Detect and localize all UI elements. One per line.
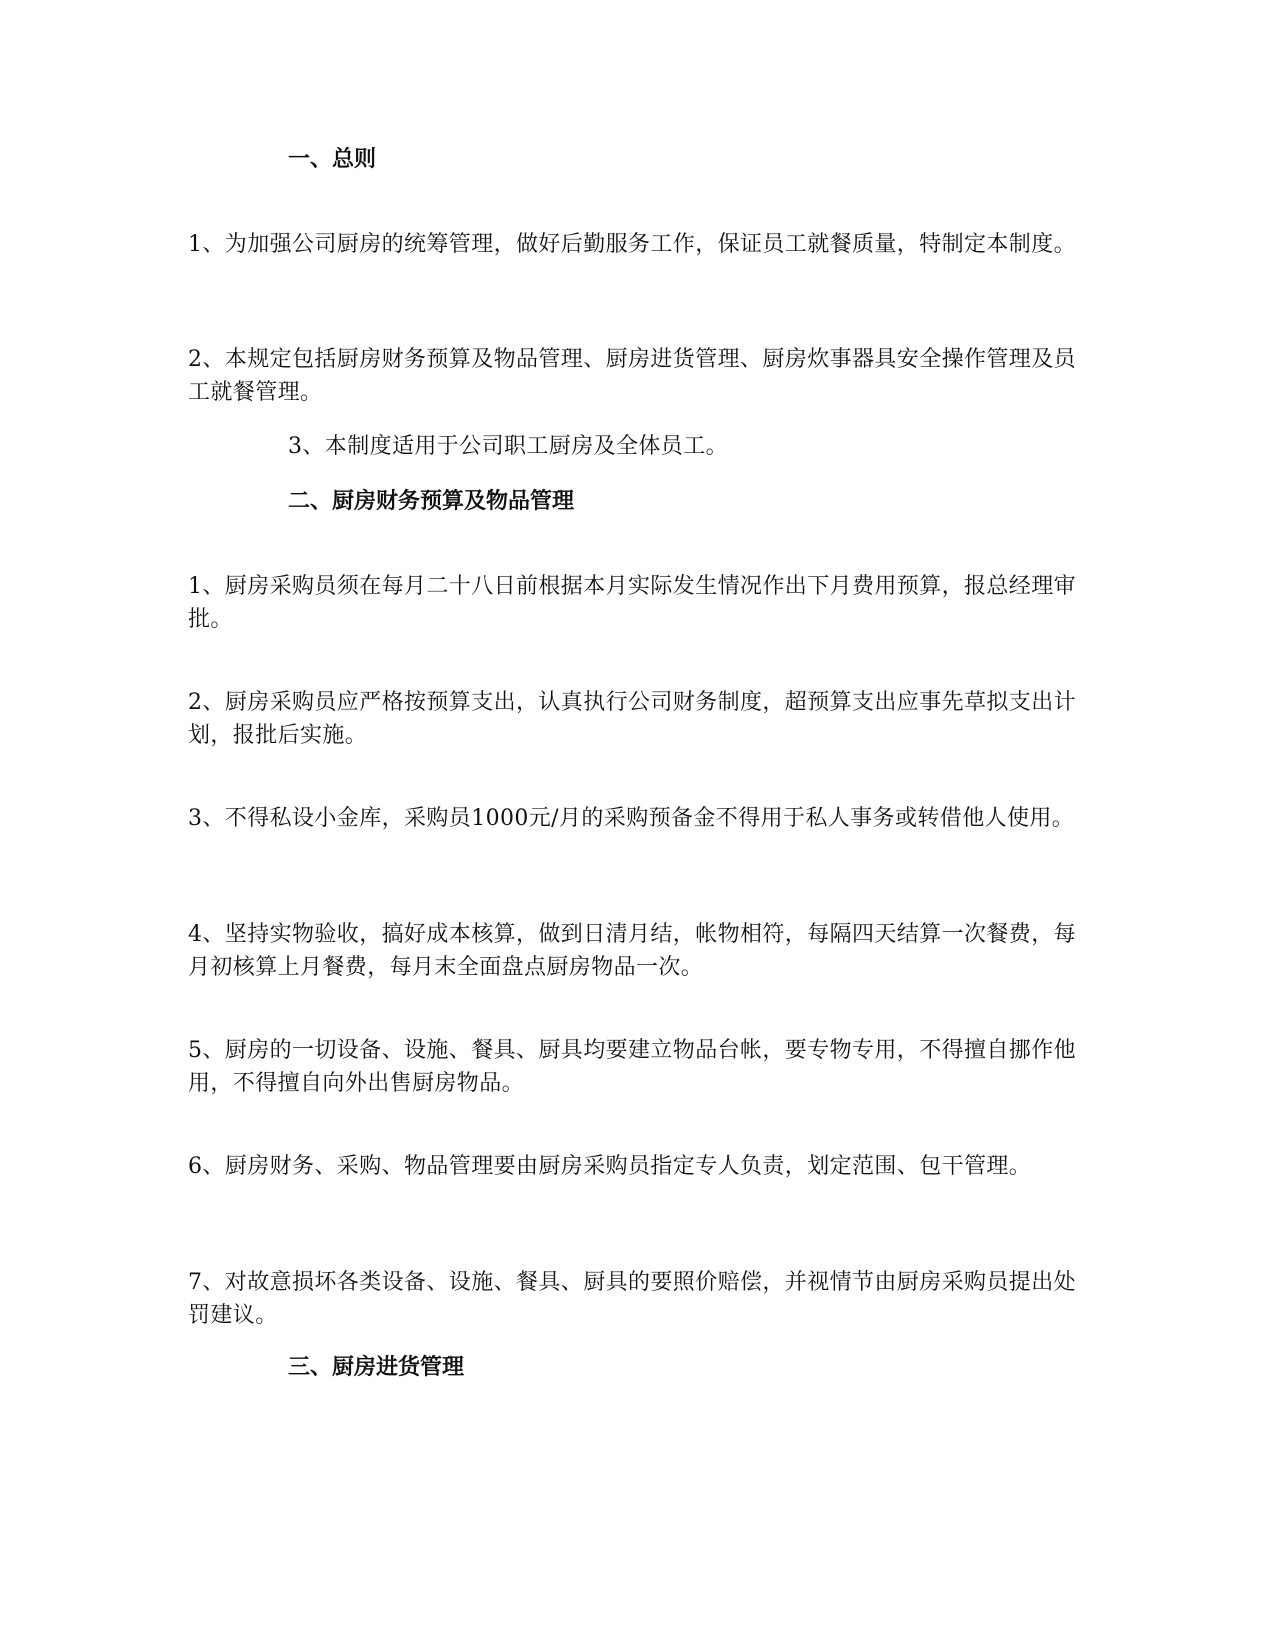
section-heading-purchasing: 三、厨房进货管理 (288, 1355, 465, 1380)
paragraph-general-2: 2、本规定包括厨房财务预算及物品管理、厨房进货管理、厨房炊事器具安全操作管理及员工就餐管理。 (188, 347, 1076, 405)
section-heading-finance: 二、厨房财务预算及物品管理 (288, 489, 575, 514)
paragraph-general-3: 3、本制度适用于公司职工厨房及全体员工。 (288, 434, 728, 459)
paragraph-finance-7: 7、对故意损坏各类设备、设施、餐具、厨具的要照价赔偿，并视情节由厨房采购员提出处罚建议。 (188, 1270, 1076, 1328)
paragraph-finance-1: 1、厨房采购员须在每月二十八日前根据本月实际发生情况作出下月费用预算，报总经理审批。 (188, 574, 1076, 632)
paragraph-finance-6: 6、厨房财务、采购、物品管理要由厨房采购员指定专人负责，划定范围、包干管理。 (188, 1154, 1032, 1179)
paragraph-finance-2: 2、厨房采购员应严格按预算支出，认真执行公司财务制度，超预算支出应事先草拟支出计划，报批后实施。 (188, 690, 1076, 748)
paragraph-finance-4: 4、坚持实物验收，搞好成本核算，做到日清月结，帐物相符，每隔四天结算一次餐费，每月初核算上月餐费，每月末全面盘点厨房物品一次。 (188, 922, 1076, 980)
paragraph-finance-3: 3、不得私设小金库，采购员1000元/月的采购预备金不得用于私人事务或转借他人使用。 (188, 806, 1075, 831)
paragraph-finance-5: 5、厨房的一切设备、设施、餐具、厨具均要建立物品台帐，要专物专用，不得擅自挪作他用，不得擅自向外出售厨房物品。 (188, 1038, 1076, 1096)
section-heading-general: 一、总则 (288, 147, 377, 172)
paragraph-general-1: 1、为加强公司厨房的统筹管理，做好后勤服务工作，保证员工就餐质量，特制定本制度。 (188, 232, 1076, 257)
